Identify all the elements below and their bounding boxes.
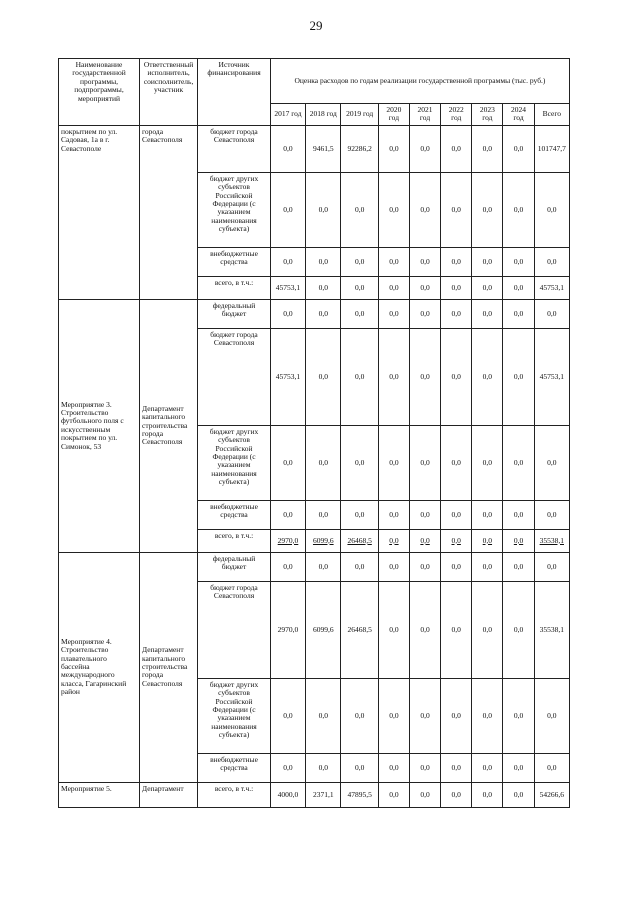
cell-value-1: 0,0 xyxy=(306,276,341,299)
header-source: Источник финансирования xyxy=(198,59,271,126)
cell-executor: Департамент капитального строительства города Севастополя xyxy=(140,552,198,782)
cell-value-7: 0,0 xyxy=(503,172,534,247)
table-row xyxy=(59,125,570,172)
cell-value-2: 92286,2 xyxy=(341,125,378,172)
cell-source: федеральный бюджет xyxy=(198,552,271,581)
cell-value-4: 0,0 xyxy=(409,678,440,753)
cell-value-3: 0,0 xyxy=(378,529,409,552)
cell-value-4: 0,0 xyxy=(409,500,440,529)
cell-value-6: 0,0 xyxy=(472,753,503,782)
cell-value-8: 0,0 xyxy=(534,753,569,782)
cell-value-2: 0,0 xyxy=(341,678,378,753)
cell-name: Мероприятие 3. Строительство футбольного поля с искусственным покрытием по ул. Симонок, 53 xyxy=(59,299,140,552)
year-header-4: 2021 год xyxy=(409,104,440,126)
cell-value-7: 0,0 xyxy=(503,500,534,529)
cell-value-4: 0,0 xyxy=(409,753,440,782)
cell-value-2: 0,0 xyxy=(341,500,378,529)
cell-executor: Департамент xyxy=(140,782,198,807)
cell-value-8: 35538,1 xyxy=(534,581,569,678)
cell-value-4: 0,0 xyxy=(409,782,440,807)
cell-value-8: 35538,1 xyxy=(534,529,569,552)
cell-value-0: 0,0 xyxy=(270,247,305,276)
year-header-8: Всего xyxy=(534,104,569,126)
year-header-7: 2024 год xyxy=(503,104,534,126)
cell-value-5: 0,0 xyxy=(441,782,472,807)
cell-value-5: 0,0 xyxy=(441,753,472,782)
cell-source: всего, в т.ч.: xyxy=(198,782,271,807)
cell-value-2: 0,0 xyxy=(341,552,378,581)
cell-value-3: 0,0 xyxy=(378,581,409,678)
cell-value-0: 0,0 xyxy=(270,753,305,782)
budget-table xyxy=(58,58,570,808)
cell-value-6: 0,0 xyxy=(472,552,503,581)
cell-value-6: 0,0 xyxy=(472,328,503,425)
cell-value-5: 0,0 xyxy=(441,172,472,247)
cell-value-5: 0,0 xyxy=(441,678,472,753)
cell-value-0: 0,0 xyxy=(270,299,305,328)
cell-value-7: 0,0 xyxy=(503,678,534,753)
year-header-5: 2022 год xyxy=(441,104,472,126)
cell-value-5: 0,0 xyxy=(441,276,472,299)
cell-source: внебюджетные средства xyxy=(198,753,271,782)
cell-value-3: 0,0 xyxy=(378,172,409,247)
cell-value-6: 0,0 xyxy=(472,299,503,328)
cell-value-8: 0,0 xyxy=(534,500,569,529)
cell-value-0: 0,0 xyxy=(270,425,305,500)
cell-value-7: 0,0 xyxy=(503,276,534,299)
table-body xyxy=(59,125,570,807)
table-row xyxy=(59,552,570,581)
cell-value-4: 0,0 xyxy=(409,276,440,299)
cell-value-5: 0,0 xyxy=(441,552,472,581)
cell-source: бюджет других субъектов Российской Федерации (с указанием наименования субъекта) xyxy=(198,425,271,500)
cell-source: всего, в т.ч.: xyxy=(198,529,271,552)
cell-value-0: 2970,0 xyxy=(270,581,305,678)
cell-value-8: 0,0 xyxy=(534,299,569,328)
cell-value-3: 0,0 xyxy=(378,276,409,299)
cell-value-2: 0,0 xyxy=(341,299,378,328)
page-number: 29 xyxy=(309,18,323,33)
cell-value-1: 0,0 xyxy=(306,172,341,247)
cell-value-6: 0,0 xyxy=(472,276,503,299)
cell-value-1: 6099,6 xyxy=(306,581,341,678)
cell-value-4: 0,0 xyxy=(409,328,440,425)
cell-value-0: 45753,1 xyxy=(270,276,305,299)
cell-value-0: 45753,1 xyxy=(270,328,305,425)
cell-value-1: 0,0 xyxy=(306,425,341,500)
cell-value-8: 0,0 xyxy=(534,425,569,500)
cell-value-0: 0,0 xyxy=(270,172,305,247)
header-executor: Ответственный исполнитель, соисполнитель, участник xyxy=(140,59,198,126)
cell-value-7: 0,0 xyxy=(503,782,534,807)
cell-value-0: 0,0 xyxy=(270,678,305,753)
cell-value-6: 0,0 xyxy=(472,172,503,247)
cell-value-5: 0,0 xyxy=(441,425,472,500)
cell-value-8: 45753,1 xyxy=(534,276,569,299)
cell-value-5: 0,0 xyxy=(441,247,472,276)
cell-name: Мероприятие 5. xyxy=(59,782,140,807)
cell-value-3: 0,0 xyxy=(378,500,409,529)
cell-source: бюджет города Севастополя xyxy=(198,125,271,172)
cell-value-2: 0,0 xyxy=(341,276,378,299)
cell-value-7: 0,0 xyxy=(503,328,534,425)
table-row xyxy=(59,782,570,807)
cell-source: федеральный бюджет xyxy=(198,299,271,328)
year-header-1: 2018 год xyxy=(306,104,341,126)
cell-source: всего, в т.ч.: xyxy=(198,276,271,299)
cell-value-0: 2970,0 xyxy=(270,529,305,552)
cell-value-8: 45753,1 xyxy=(534,328,569,425)
cell-name: покрытием по ул. Садовая, 1а в г. Севастополе xyxy=(59,125,140,299)
cell-value-3: 0,0 xyxy=(378,247,409,276)
cell-value-8: 0,0 xyxy=(534,552,569,581)
cell-value-8: 0,0 xyxy=(534,678,569,753)
cell-value-0: 0,0 xyxy=(270,552,305,581)
cell-value-0: 0,0 xyxy=(270,500,305,529)
cell-value-2: 0,0 xyxy=(341,425,378,500)
cell-value-2: 0,0 xyxy=(341,172,378,247)
cell-source: бюджет города Севастополя xyxy=(198,328,271,425)
cell-value-5: 0,0 xyxy=(441,529,472,552)
cell-value-1: 2371,1 xyxy=(306,782,341,807)
cell-value-1: 0,0 xyxy=(306,500,341,529)
cell-value-6: 0,0 xyxy=(472,125,503,172)
cell-source: внебюджетные средства xyxy=(198,500,271,529)
cell-value-2: 0,0 xyxy=(341,247,378,276)
cell-value-8: 0,0 xyxy=(534,247,569,276)
cell-value-4: 0,0 xyxy=(409,552,440,581)
cell-source: бюджет других субъектов Российской Федерации (с указанием наименования субъекта) xyxy=(198,678,271,753)
cell-value-7: 0,0 xyxy=(503,247,534,276)
cell-value-3: 0,0 xyxy=(378,782,409,807)
cell-value-4: 0,0 xyxy=(409,425,440,500)
cell-value-6: 0,0 xyxy=(472,581,503,678)
cell-source: бюджет других субъектов Российской Федерации (с указанием наименования субъекта) xyxy=(198,172,271,247)
cell-value-1: 6099,6 xyxy=(306,529,341,552)
cell-value-6: 0,0 xyxy=(472,782,503,807)
cell-executor: Департамент капитального строительства города Севастополя xyxy=(140,299,198,552)
cell-value-8: 54266,6 xyxy=(534,782,569,807)
cell-value-2: 26468,5 xyxy=(341,581,378,678)
cell-value-4: 0,0 xyxy=(409,581,440,678)
cell-value-6: 0,0 xyxy=(472,247,503,276)
cell-value-6: 0,0 xyxy=(472,425,503,500)
cell-value-6: 0,0 xyxy=(472,500,503,529)
cell-value-7: 0,0 xyxy=(503,299,534,328)
cell-value-3: 0,0 xyxy=(378,753,409,782)
cell-value-1: 0,0 xyxy=(306,678,341,753)
cell-value-2: 0,0 xyxy=(341,753,378,782)
budget-table-container xyxy=(58,58,570,878)
cell-value-4: 0,0 xyxy=(409,172,440,247)
cell-source: бюджет города Севастополя xyxy=(198,581,271,678)
cell-value-3: 0,0 xyxy=(378,552,409,581)
cell-name: Мероприятие 4. Строительство плавательного бассейна международного класса, Гагаринский район xyxy=(59,552,140,782)
cell-value-1: 0,0 xyxy=(306,753,341,782)
cell-value-1: 0,0 xyxy=(306,328,341,425)
cell-value-7: 0,0 xyxy=(503,753,534,782)
cell-value-4: 0,0 xyxy=(409,247,440,276)
cell-value-3: 0,0 xyxy=(378,328,409,425)
cell-source: внебюджетные средства xyxy=(198,247,271,276)
cell-value-1: 0,0 xyxy=(306,552,341,581)
cell-value-7: 0,0 xyxy=(503,425,534,500)
cell-value-2: 26468,5 xyxy=(341,529,378,552)
year-header-3: 2020 год xyxy=(378,104,409,126)
cell-value-7: 0,0 xyxy=(503,529,534,552)
header-name: Наименование государственной программы, подпрограммы, мероприятий xyxy=(59,59,140,126)
cell-value-7: 0,0 xyxy=(503,581,534,678)
cell-value-1: 9461,5 xyxy=(306,125,341,172)
cell-value-2: 47895,5 xyxy=(341,782,378,807)
cell-value-8: 101747,7 xyxy=(534,125,569,172)
cell-value-8: 0,0 xyxy=(534,172,569,247)
table-row xyxy=(59,299,570,328)
cell-executor: города Севастополя xyxy=(140,125,198,299)
cell-value-6: 0,0 xyxy=(472,678,503,753)
cell-value-5: 0,0 xyxy=(441,299,472,328)
cell-value-7: 0,0 xyxy=(503,125,534,172)
cell-value-4: 0,0 xyxy=(409,299,440,328)
year-header-6: 2023 год xyxy=(472,104,503,126)
cell-value-0: 4000,0 xyxy=(270,782,305,807)
cell-value-3: 0,0 xyxy=(378,425,409,500)
cell-value-6: 0,0 xyxy=(472,529,503,552)
cell-value-4: 0,0 xyxy=(409,529,440,552)
cell-value-1: 0,0 xyxy=(306,247,341,276)
header-estimate: Оценка расходов по годам реализации государственной программы (тыс. руб.) xyxy=(270,59,569,104)
cell-value-3: 0,0 xyxy=(378,678,409,753)
cell-value-3: 0,0 xyxy=(378,125,409,172)
cell-value-5: 0,0 xyxy=(441,500,472,529)
cell-value-5: 0,0 xyxy=(441,125,472,172)
cell-value-0: 0,0 xyxy=(270,125,305,172)
cell-value-4: 0,0 xyxy=(409,125,440,172)
cell-value-3: 0,0 xyxy=(378,299,409,328)
year-header-2: 2019 год xyxy=(341,104,378,126)
cell-value-2: 0,0 xyxy=(341,328,378,425)
cell-value-5: 0,0 xyxy=(441,328,472,425)
cell-value-7: 0,0 xyxy=(503,552,534,581)
year-header-0: 2017 год xyxy=(270,104,305,126)
cell-value-5: 0,0 xyxy=(441,581,472,678)
cell-value-1: 0,0 xyxy=(306,299,341,328)
